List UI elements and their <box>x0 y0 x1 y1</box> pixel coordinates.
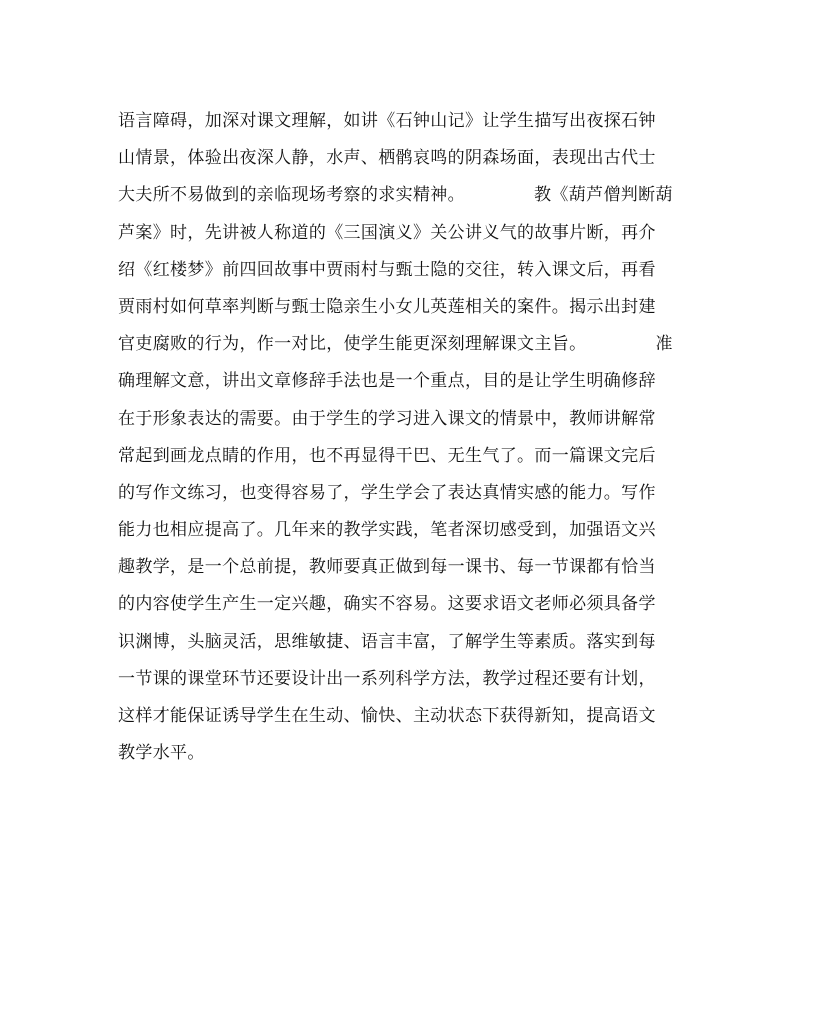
text-line: 一节课的课堂环节还要设计出一系列科学方法，教学过程还要有计划， <box>118 668 656 689</box>
text-line: 官吏腐败的行为，作一对比，使学生能更深刻理解课文主旨。 准 <box>118 334 673 355</box>
text-line: 在于形象表达的需要。由于学生的学习进入课文的情景中，教师讲解常 <box>118 408 656 429</box>
text-line: 绍《红楼梦》前四回故事中贾雨村与甄士隐的交往，转入课文后，再看 <box>118 259 656 280</box>
text-line: 语言障碍，加深对课文理解，如讲《石钟山记》让学生描写出夜探石钟 <box>118 111 656 131</box>
text-line: 趣教学，是一个总前提，教师要真正做到每一课书、每一节课都有恰当 <box>118 557 656 578</box>
text-line: 这样才能保证诱导学生在生动、愉快、主动状态下获得新知，提高语文 <box>118 706 656 726</box>
text-line: 大夫所不易做到的亲临现场考察的求实精神。 教《葫芦僧判断葫 <box>118 185 673 206</box>
text-line: 识渊博，头脑灵活，思维敏捷、语言丰富，了解学生等素质。落实到每 <box>118 631 656 652</box>
text-line: 的内容使学生产生一定兴趣，确实不容易。这要求语文老师必须具备学 <box>118 594 656 615</box>
text-line: 常起到画龙点睛的作用，也不再显得干巴、无生气了。而一篇课文完后 <box>118 445 656 466</box>
text-line: 贾雨村如何草率判断与甄士隐亲生小女儿英莲相关的案件。揭示出封建 <box>118 296 656 317</box>
text-line: 芦案》时，先讲被人称道的《三国演义》关公讲义气的故事片断，再介 <box>118 222 656 243</box>
text-line: 确理解文意，讲出文章修辞手法也是一个重点，目的是让学生明确修辞 <box>118 371 656 392</box>
text-line: 的写作文练习，也变得容易了，学生学会了表达真情实感的能力。写作 <box>118 482 656 503</box>
text-line: 山情景，体验出夜深人静，水声、栖鹘哀鸣的阴森场面，表现出古代士 <box>118 148 656 169</box>
text-line: 教学水平。 <box>118 743 205 764</box>
body-text <box>118 103 708 772</box>
text-line: 能力也相应提高了。几年来的教学实践，笔者深切感受到，加强语文兴 <box>118 520 656 541</box>
